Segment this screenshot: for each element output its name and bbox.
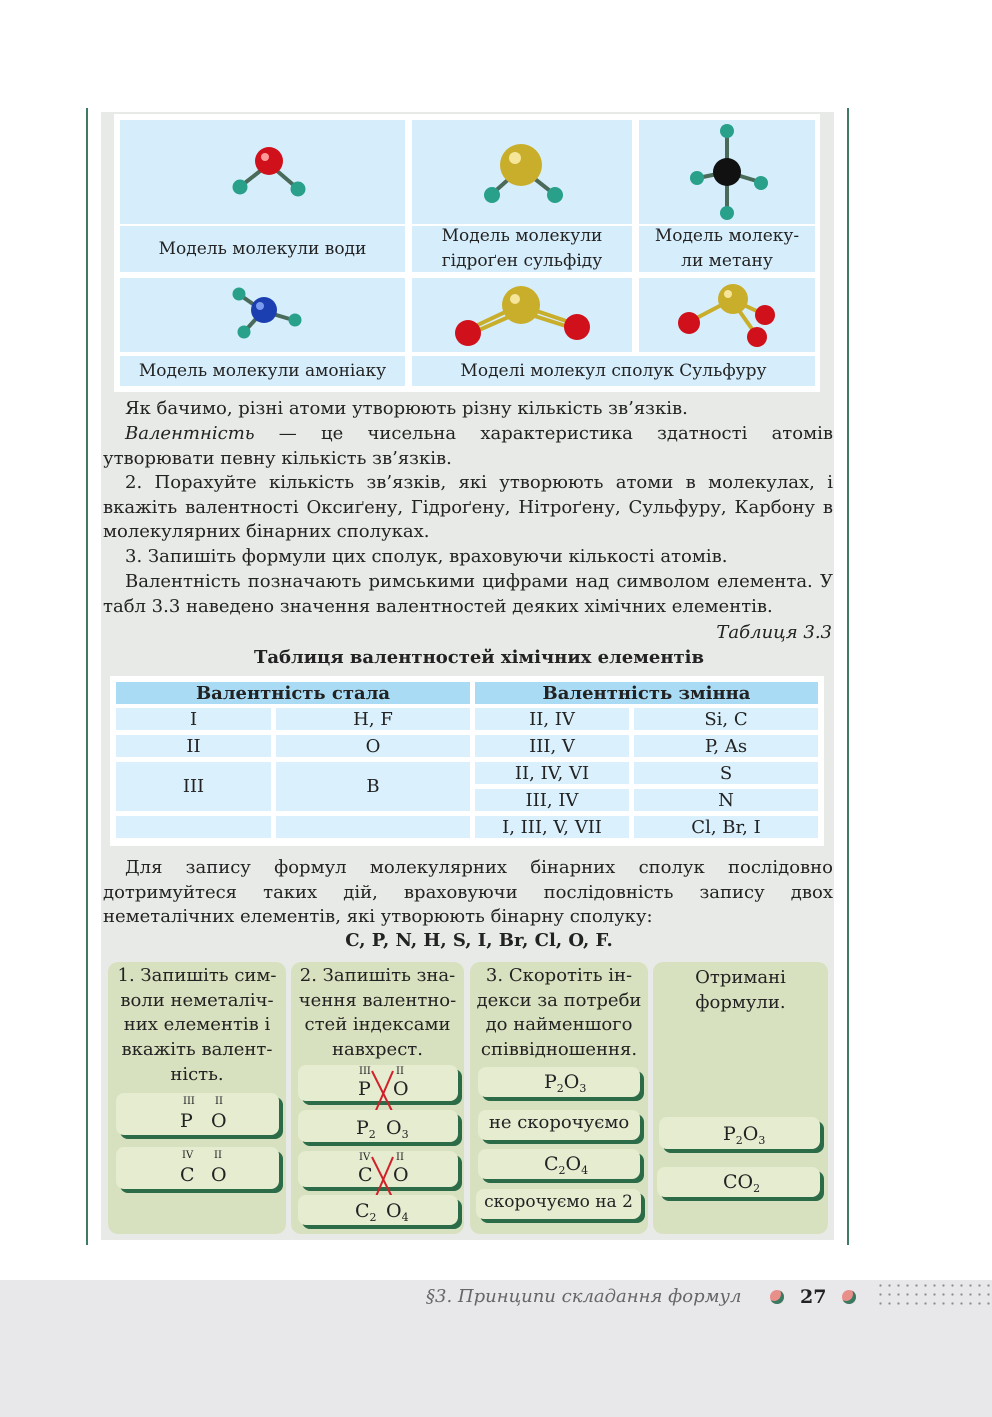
element-symbol: O <box>386 1117 402 1139</box>
task-2-text: 2. Порахуйте кількість зв’язків, які утворюють атоми в молекулах, і вкажіть валентності Оксиґену, Гідроґену, Нітроґену, Сульфуру, Карбону в молекулярних бінарних сполуках. <box>103 472 833 543</box>
so2-model-image <box>412 278 632 352</box>
step-1-line: 1. Запишіть сим- <box>117 965 277 986</box>
step-1-text <box>108 964 286 1088</box>
reduce-by-2-label: скорочуємо на 2 <box>476 1189 641 1219</box>
water-model-image <box>120 120 405 224</box>
h2s-model-image <box>412 120 632 224</box>
paragraph-task-2 <box>103 471 833 545</box>
table-caption: Таблиця 3.3 <box>716 622 832 643</box>
right-rule <box>847 108 849 1245</box>
index: 2 <box>556 1082 564 1095</box>
bullet-dot-icon <box>842 1290 856 1304</box>
step-2-line: чення валентно- <box>298 989 457 1011</box>
index: 2 <box>735 1134 743 1147</box>
step-2-line: стей індексами <box>304 1014 451 1036</box>
element-symbol: C <box>544 1153 559 1175</box>
step-4-column <box>653 962 828 1234</box>
paragraph-task-3 <box>103 545 833 570</box>
const-empty-cell <box>116 816 271 838</box>
roman-numerals-text: Валентність позначають римськими цифрами над символом елемента. У табл 3.3 наведено значення валентностей деяких хімічних елементів. <box>103 571 833 617</box>
valence-label: II <box>396 1066 404 1077</box>
term-valence: Валентність <box>125 423 255 444</box>
const-empty-cell <box>276 816 470 838</box>
caption-h2s-line2: гідроґен сульфіду <box>441 251 603 271</box>
element-symbol: C <box>180 1164 195 1186</box>
step-3-line: декси за потреби <box>476 989 642 1011</box>
index: 2 <box>369 1211 377 1224</box>
element-symbol: P <box>180 1110 193 1132</box>
paragraph-valence-definition <box>103 422 833 471</box>
ammonia-model-image <box>120 278 405 352</box>
const-val-cell: III <box>116 762 271 811</box>
caption-sulfur: Моделі молекул сполук Сульфуру <box>412 356 815 386</box>
element-order: C, P, N, H, S, I, Br, Cl, O, F. <box>345 930 613 951</box>
molecule-grid <box>114 114 820 392</box>
step-1-column <box>108 962 286 1234</box>
valence-label: III <box>359 1066 371 1077</box>
header-variable: Валентність змінна <box>475 682 818 704</box>
definition-text: — це чисельна характеристика здатності атомів утворювати певну кількість зв’язків. <box>103 423 833 469</box>
valence-label: II <box>214 1150 222 1161</box>
step-3-column <box>470 962 648 1234</box>
valence-table <box>110 676 824 846</box>
table-title: Таблиця валентностей хімічних елементів <box>253 647 705 668</box>
element-symbol: O <box>386 1200 402 1222</box>
element-symbol: O <box>563 1071 580 1093</box>
step-2-column <box>291 962 464 1234</box>
valence-label: IV <box>359 1152 371 1163</box>
var-el-cell: S <box>634 762 818 784</box>
header-constant: Валентність стала <box>116 682 470 704</box>
formula-pill-c2o4 <box>478 1149 640 1179</box>
step-3-line: співвідношення. <box>480 1039 638 1061</box>
step-1-line: ність. <box>170 1063 224 1085</box>
var-el-cell: Cl, Br, I <box>634 816 818 838</box>
task-3-text: 3. Запишіть формули цих сполук, враховуючи кількості атомів. <box>125 546 728 567</box>
element-symbol: P <box>356 1117 369 1139</box>
caption-ammonia: Модель молекули амоніаку <box>120 356 405 386</box>
result-co2 <box>657 1167 820 1197</box>
var-el-cell: Si, C <box>634 708 818 730</box>
const-el-cell: O <box>276 735 470 757</box>
element-symbol: P <box>723 1123 736 1145</box>
const-el-cell: B <box>276 762 470 811</box>
left-rule <box>86 108 88 1245</box>
so3-model-image <box>639 278 815 352</box>
step-3-text <box>470 964 648 1063</box>
element-symbol: O <box>393 1078 409 1100</box>
const-el-cell: H, F <box>276 708 470 730</box>
paragraph-bonds-text: Як бачимо, різні атоми утворюють різну кількість зв’язків. <box>125 398 688 419</box>
paragraph-instructions <box>103 856 833 930</box>
index: 3 <box>758 1134 766 1147</box>
const-val-cell: II <box>116 735 271 757</box>
formula-pill-p2o3 <box>298 1110 458 1142</box>
index: 2 <box>558 1164 566 1177</box>
element-symbol: O <box>737 1171 754 1193</box>
no-reduce-label: не скорочуємо <box>478 1110 640 1140</box>
step-3-line: 3. Скоротіть ін- <box>485 965 633 986</box>
step-2-line: навхрест. <box>332 1039 423 1061</box>
step-2-text <box>291 964 464 1063</box>
const-val-cell: I <box>116 708 271 730</box>
step-1-line: них елементів і <box>123 1014 271 1036</box>
step-3-line: до найменшого <box>485 1014 633 1036</box>
valence-label: IV <box>182 1150 194 1161</box>
caption-methane-line2: ли метану <box>681 251 773 271</box>
caption-h2s <box>412 226 632 272</box>
page-number: 27 <box>800 1286 827 1308</box>
element-symbol: C <box>355 1200 370 1222</box>
element-symbol: O <box>211 1164 227 1186</box>
formula-pill-p2o3 <box>478 1067 640 1097</box>
crossover-pill-po <box>298 1065 458 1101</box>
paragraph-bonds <box>103 397 833 422</box>
crossover-pill-co <box>298 1151 458 1187</box>
element-symbol: C <box>358 1164 373 1186</box>
element-symbol: P <box>358 1078 371 1100</box>
step-4-text <box>653 966 828 1015</box>
dot-pattern-decoration <box>876 1281 992 1309</box>
formula-pill-c2o4 <box>298 1195 458 1225</box>
formula-pill-co <box>116 1147 279 1189</box>
formula-pill-po <box>116 1093 279 1135</box>
element-symbol: O <box>393 1164 409 1186</box>
var-el-cell: N <box>634 789 818 811</box>
valence-label: III <box>183 1096 195 1107</box>
valence-label: II <box>215 1096 223 1107</box>
step-1-line: вкажіть валент- <box>121 1039 273 1061</box>
step-1-line: воли неметаліч- <box>120 989 274 1011</box>
index: 4 <box>401 1211 409 1224</box>
valence-label: II <box>396 1152 404 1163</box>
index: 4 <box>581 1164 589 1177</box>
paragraph-roman-numerals <box>103 570 833 619</box>
element-symbol: C <box>723 1171 738 1193</box>
index: 3 <box>401 1128 409 1141</box>
step-4-line: Отримані <box>695 967 786 988</box>
var-val-cell: III, IV <box>475 789 629 811</box>
bullet-dot-icon <box>770 1290 784 1304</box>
result-p2o3 <box>659 1117 820 1149</box>
element-symbol: O <box>211 1110 227 1132</box>
var-el-cell: P, As <box>634 735 818 757</box>
methane-model-image <box>639 120 815 224</box>
step-4-line: формули. <box>695 991 786 1013</box>
caption-water: Модель молекули води <box>120 226 405 272</box>
element-symbol: P <box>544 1071 557 1093</box>
index: 2 <box>368 1128 376 1141</box>
step-2-line: 2. Запишіть зна- <box>299 965 456 986</box>
var-val-cell: I, III, V, VII <box>475 816 629 838</box>
element-symbol: O <box>742 1123 759 1145</box>
index: 2 <box>753 1182 761 1195</box>
caption-h2s-line1: Модель молекули <box>441 226 603 246</box>
instructions-text: Для запису формул молекулярних бінарних сполук послідовно дотримуйтеся таких дій, враховуючи послідовність запису двох неметалічних елементів, які утворюють бінарну сполуку: <box>103 857 833 928</box>
element-symbol: O <box>565 1153 582 1175</box>
section-title: §3. Принципи складання формул <box>426 1286 742 1307</box>
var-val-cell: II, IV, VI <box>475 762 629 784</box>
var-val-cell: III, V <box>475 735 629 757</box>
caption-methane-line1: Модель молеку- <box>654 226 800 246</box>
caption-methane <box>639 226 815 272</box>
index: 3 <box>579 1082 587 1095</box>
var-val-cell: II, IV <box>475 708 629 730</box>
